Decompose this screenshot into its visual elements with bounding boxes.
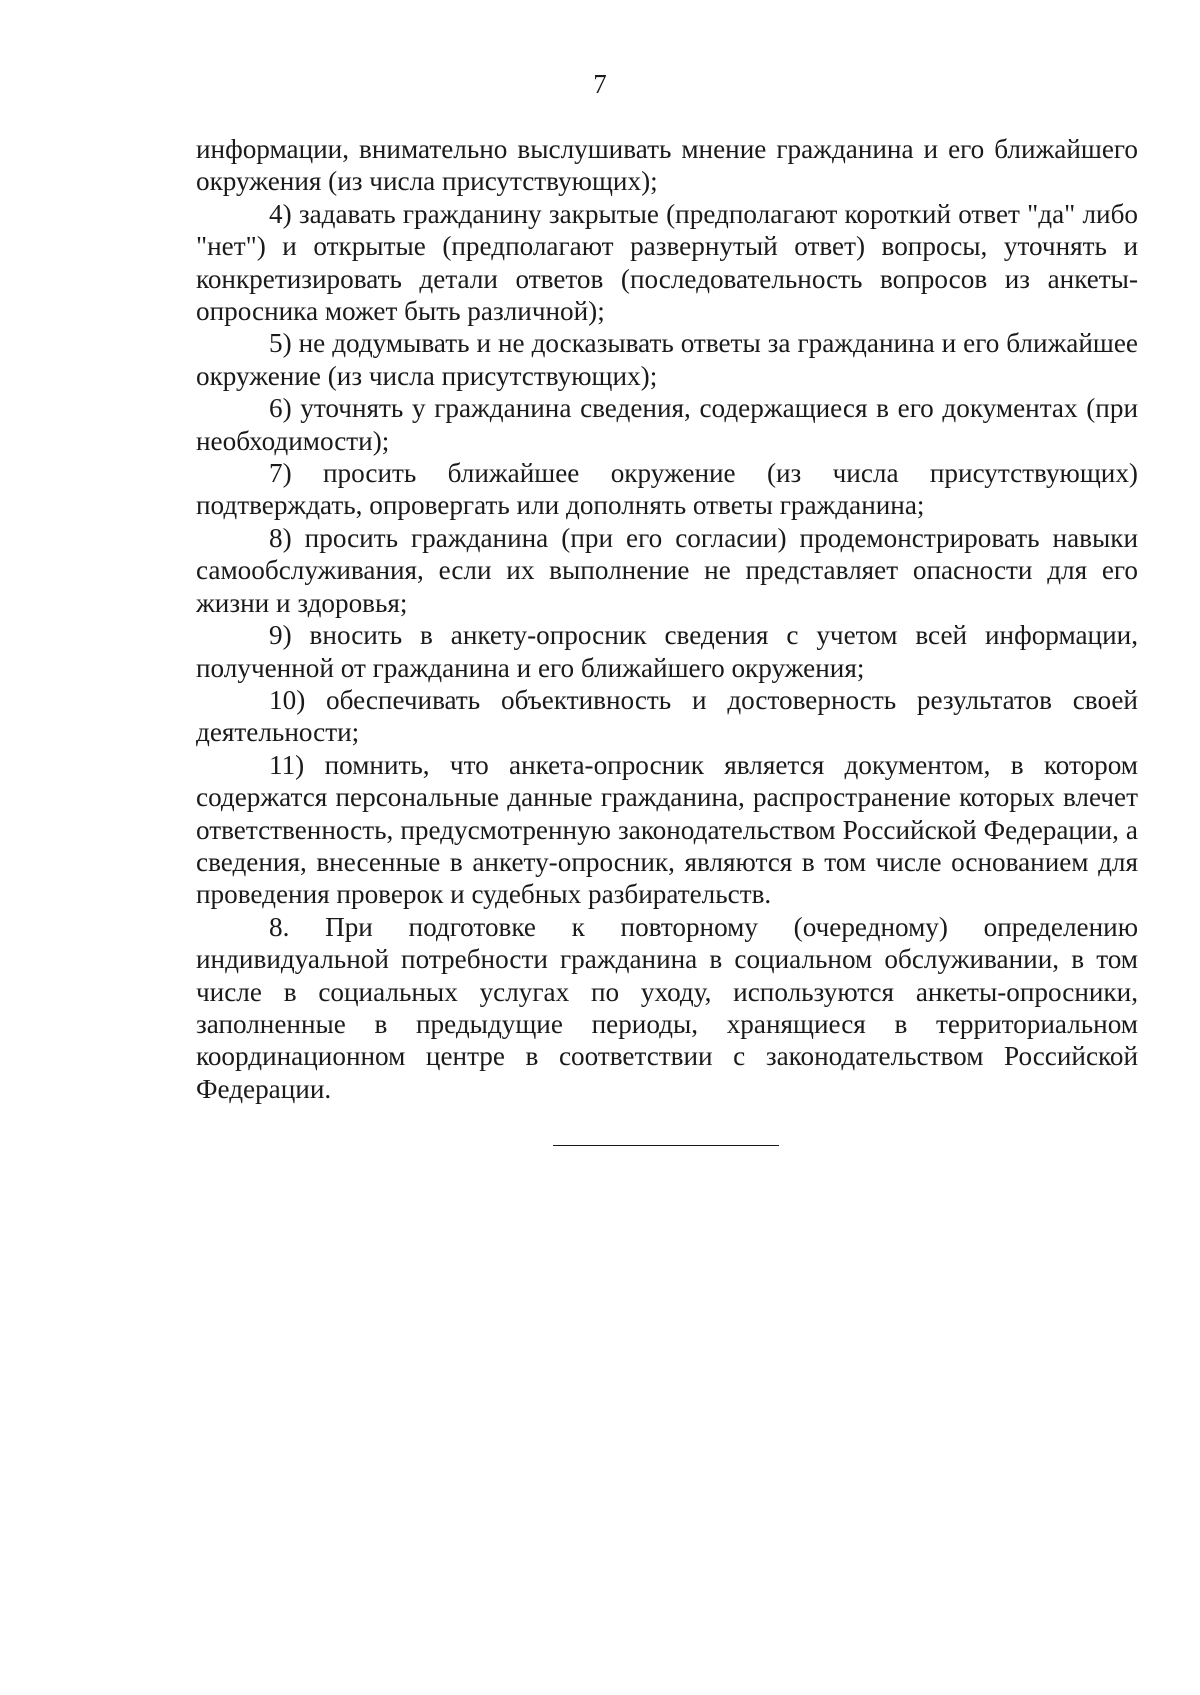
paragraph-continuation: информации, внимательно выслушивать мнение гражданина и его ближайшего окружения (из числа присутствующих); (196, 134, 1138, 197)
document-body (196, 133, 1138, 1105)
list-item-8: 8) просить гражданина (при его согласии) продемонстрировать навыки самообслуживания, если их выполнение не представляет опасности для его жизни и здоровья; (196, 522, 1138, 618)
list-item-10: 10) обеспечивать объективность и достоверность результатов своей деятельности; (196, 684, 1138, 748)
end-of-document-rule (553, 1145, 779, 1146)
list-item-6: 6) уточнять у гражданина сведения, содержащиеся в его документах (при необходимости); (196, 393, 1138, 456)
section-8-paragraph: 8. При подготовке к повторному (очередному) определению индивидуальной потребности гражданина в социальном обслуживании, в том числе в социальных услугах по уходу, используются анкеты-опросники, заполненные в предыдущие периоды, хранящиеся в территориальном координационном центре в соответствии с законодательством Российской Федерации. (196, 911, 1138, 1104)
list-item-5: 5) не додумывать и не досказывать ответы за гражданина и его ближайшее окружение (из числа присутствующих); (196, 328, 1138, 391)
list-item-4: 4) задавать гражданину закрытые (предполагают короткий ответ "да" либо "нет") и открытые (предполагают развернутый ответ) вопросы, уточнять и конкретизировать детали ответов (последовательность вопросов из анкеты-опросника может быть различной); (196, 198, 1138, 327)
page-number: 7 (593, 69, 607, 99)
list-item-7: 7) просить ближайшее окружение (из числа присутствующих) подтверждать, опровергать или дополнять ответы гражданина; (196, 458, 1138, 521)
list-item-9: 9) вносить в анкету-опросник сведения с учетом всей информации, полученной от гражданина и его ближайшего окружения; (196, 620, 1138, 683)
list-item-11: 11) помнить, что анкета-опросник является документом, в котором содержатся персональные данные гражданина, распространение которых влечет ответственность, предусмотренную законодательством Российской Федерации, а сведения, внесенные в анкету-опросник, являются в том числе основанием для проведения проверок и судебных разбирательств. (196, 749, 1138, 910)
